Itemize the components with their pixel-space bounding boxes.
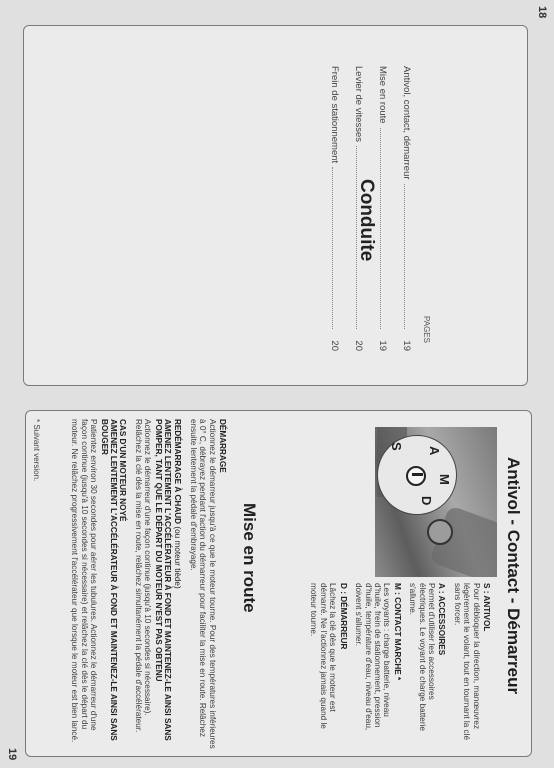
page-number-left: 18	[536, 6, 548, 19]
key-positions-text	[309, 583, 491, 743]
toc-leader	[404, 184, 405, 329]
dial-letter-a: A	[427, 446, 442, 456]
toc-item-page: 20	[329, 340, 340, 351]
section-text: Pour débloquer la direction, manœuvrez légèrement le volant, tout en tournant la clé sans forcer.	[452, 583, 481, 741]
toc-item-page: 20	[353, 340, 364, 351]
starting-text	[70, 419, 227, 749]
toc-item-label: Antivol, contact, démarreur	[401, 66, 412, 180]
section-heading: AMENEZ LENTEMENT L'ACCÉLÉRATEUR À FOND ET MAINTENEZ-LE AINSI SANS POMPER, TANT QUE LE DÉPART DU MOTEUR N'EST PAS OBTENU	[153, 419, 172, 741]
dial-letter-d: D	[419, 496, 434, 506]
toc-item-label: Levier de vitesses	[353, 66, 364, 143]
section-heading: M : CONTACT MARCHE *	[392, 583, 402, 681]
section-heading: D : DÉMARREUR	[338, 583, 348, 650]
toc-leader	[332, 167, 333, 329]
page-18-frame	[23, 25, 528, 386]
page-title: Antivol - Contact - Démarreur	[504, 457, 523, 695]
toc-leader	[356, 146, 357, 329]
key-slot-bar	[412, 473, 423, 476]
section-text: Actionnez le démarreur jusqu'à ce que le moteur tourne. Pour des températures inférieures à 0° C, débrayez pendant l'action du démarreur pour faciliter la mise en route. Relâchez ensuite lentement la pédale d'embrayage.	[188, 419, 217, 749]
toc-item[interactable]	[329, 66, 343, 351]
dial-letter-s: S	[389, 442, 404, 451]
toc-item-label: Frein de stationnement	[329, 66, 340, 164]
toc-item[interactable]	[401, 66, 415, 351]
footnote: * Suivant version.	[32, 419, 41, 482]
toc-item[interactable]	[377, 66, 391, 351]
page-title: Conduite	[356, 179, 377, 262]
page-19-frame	[25, 410, 532, 757]
toc-item-page: 19	[401, 340, 412, 351]
section-heading: S : ANTIVOL	[482, 583, 491, 632]
section-heading-note: (ou moteur tiède)	[173, 526, 183, 589]
section-heading: A : ACCESSOIRES	[437, 583, 447, 656]
ignition-photo	[375, 427, 497, 577]
section-text: Lâchez la clé dès que le moteur est démarré. Ne l'actionnez jamais quand le moteur tourne.	[309, 583, 338, 729]
ignition-lock-icon	[427, 519, 453, 545]
section-heading: CAS D'UN MOTEUR NOYÉ	[118, 419, 128, 522]
section-heading: AMENEZ LENTEMENT L'ACCÉLÉRATEUR À FOND ET MAINTENEZ-LE AINSI SANS BOUGER	[99, 419, 118, 741]
section-title: Mise en route	[240, 503, 259, 613]
section-text: Les voyants : charge batterie, niveau d'huile, frein de stationnement, pression d'huile, température d'eau, niveau d'eau, doivent s'allumer.	[354, 583, 392, 731]
section-heading	[173, 419, 182, 749]
toc-item-page: 19	[377, 340, 388, 351]
section-text: Actionnez le démarreur d'une façon continue (jusqu'à 10 secondes si nécessaire). Relâchez la clé dès la mise en route, relâchez simultanément la pédale d'accélérateur.	[133, 419, 153, 733]
key-slot-icon	[406, 466, 426, 486]
toc-leader	[380, 128, 381, 329]
toc-item[interactable]	[353, 66, 367, 351]
section-heading: DÉMARRAGE	[218, 419, 227, 473]
dial-letter-m: M	[437, 474, 452, 485]
ignition-dial-diagram	[377, 435, 457, 515]
section-text: Permet d'utiliser les accessoires électriques. Le voyant de charge batterie s'allume.	[408, 583, 436, 731]
section-heading-text: REDÉMARRAGE À CHAUD	[173, 419, 183, 525]
page-number-right: 19	[6, 748, 18, 761]
toc-item-label: Mise en route	[377, 66, 388, 124]
pages-label: PAGES	[422, 316, 431, 343]
section-text: Patientez environ 30 secondes pour aérer les tubulures. Actionnez le démarreur d'une façon continue (jusqu'à 10 secondes si nécessaire) et relâchez la clé dès le départ du moteur. Ne relâchez progressivement l'accélérateur que lorsque le moteur est bien lancé.	[70, 419, 99, 743]
